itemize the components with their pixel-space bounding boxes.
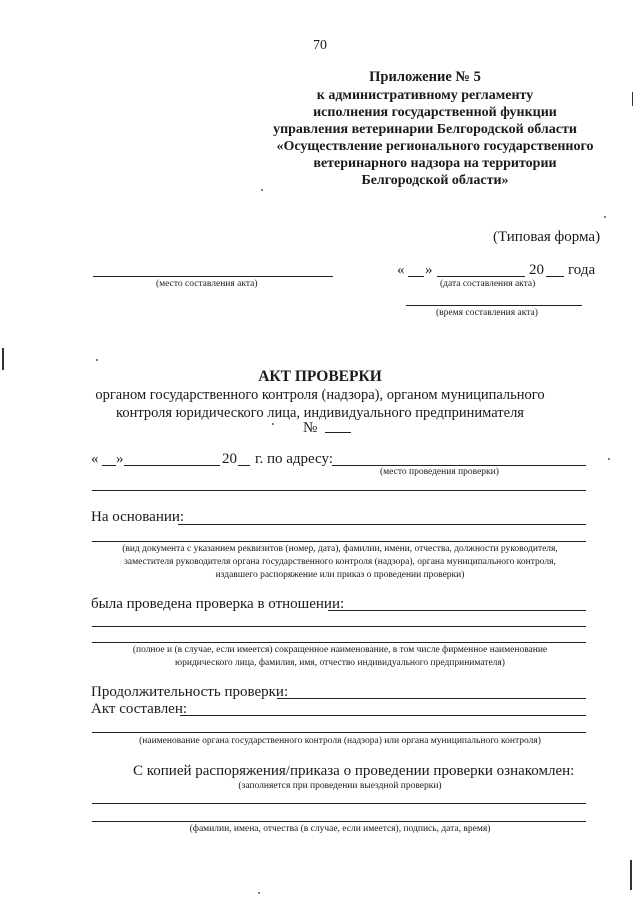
address-day-line	[102, 465, 116, 466]
date-year-line	[546, 276, 564, 277]
inspected-line-1	[328, 610, 586, 611]
scan-speck	[608, 458, 610, 460]
basis-line-1	[178, 524, 586, 525]
date-quote-close: »	[425, 262, 433, 278]
copy-line-2	[92, 821, 586, 822]
scan-speck	[258, 892, 260, 894]
scan-edge-mark	[2, 348, 4, 370]
address-month-line	[124, 465, 220, 466]
inspected-line-2	[92, 626, 586, 627]
date-day-line	[408, 276, 424, 277]
address-year-line	[238, 465, 250, 466]
basis-caption-3: издавшего распоряжение или приказ о проведении проверки)	[215, 570, 465, 580]
appendix-line-1: Приложение № 5	[369, 69, 481, 85]
address-label: г. по адресу:	[255, 451, 333, 467]
page-number: 70	[313, 38, 327, 53]
date-month-line	[437, 276, 525, 277]
act-number-line	[325, 432, 351, 433]
inspected-caption-1: (полное и (в случае, если имеется) сокращенное наименование, в том числе фирменное наименование	[132, 645, 548, 655]
basis-caption-1: (вид документа с указанием реквизитов (номер, дата), фамилии, имени, отчества, должности руководителя,	[122, 544, 558, 554]
appendix-line-7: Белгородской области»	[361, 173, 509, 188]
appendix-line-2: к административному регламенту	[316, 88, 534, 103]
duration-line	[277, 698, 586, 699]
inspected-caption-2: юридического лица, фамилия, имя, отчество индивидуального предпринимателя)	[175, 658, 505, 668]
appendix-heading	[260, 68, 610, 189]
address-quote-close: »	[116, 451, 124, 467]
copy-label: С копией распоряжения/приказа о проведении проверки ознакомлен:	[133, 763, 575, 779]
time-line	[406, 305, 582, 306]
compiled-caption: (наименование органа государственного контроля (надзора) или органа муниципального контроля)	[139, 736, 541, 746]
date-year-suffix: года	[568, 262, 596, 278]
date-caption: (дата составления акта)	[440, 279, 536, 289]
place-caption: (место составления акта)	[156, 279, 258, 289]
act-number-label: №	[303, 420, 318, 436]
basis-line-2	[92, 541, 586, 542]
appendix-line-3: исполнения государственной функции	[313, 105, 557, 120]
address-quote-open: «	[91, 451, 99, 467]
address-year: 20	[222, 451, 237, 467]
inspected-label: была проведена проверка в отношении:	[91, 596, 345, 612]
duration-label: Продолжительность проверки:	[91, 684, 289, 700]
appendix-line-6: ветеринарного надзора на территории	[313, 156, 557, 171]
compiled-line-1	[180, 715, 586, 716]
address-caption: (место проведения проверки)	[380, 467, 499, 477]
address-line-2	[92, 490, 586, 491]
form-type-label: (Типовая форма)	[493, 229, 601, 245]
compiled-label: Акт составлен:	[91, 701, 188, 717]
place-line	[93, 276, 333, 277]
appendix-line-5: «Осуществление регионального государственного	[276, 139, 594, 154]
copy-note: (заполняется при проведении выездной проверки)	[238, 781, 442, 791]
copy-caption: (фамилии, имена, отчества (в случае, если имеется), подпись, дата, время)	[189, 824, 491, 834]
scan-edge-mark-right-1	[632, 92, 633, 106]
scan-speck	[96, 359, 98, 361]
act-subtitle-2: контроля юридического лица, индивидуального предпринимателя	[116, 405, 524, 421]
compiled-line-2	[92, 732, 586, 733]
time-caption: (время составления акта)	[436, 308, 538, 318]
basis-label: На основании:	[91, 509, 185, 525]
scan-speck	[604, 216, 606, 218]
scan-edge-mark-right-2	[630, 860, 632, 890]
scan-speck	[272, 423, 274, 425]
basis-caption-2: заместителя руководителя органа государственного контроля (надзора), органа муниципального контроля,	[124, 557, 556, 567]
act-title: АКТ ПРОВЕРКИ	[258, 368, 382, 385]
copy-line-1	[92, 803, 586, 804]
appendix-line-4: управления ветеринарии Белгородской области	[273, 122, 577, 137]
inspected-line-3	[92, 642, 586, 643]
act-subtitle-1: органом государственного контроля (надзора), органом муниципального	[95, 387, 545, 403]
date-year-prefix: 20	[529, 262, 544, 278]
scan-speck	[261, 189, 263, 191]
address-line	[332, 465, 586, 466]
date-quote-open: «	[397, 262, 405, 278]
